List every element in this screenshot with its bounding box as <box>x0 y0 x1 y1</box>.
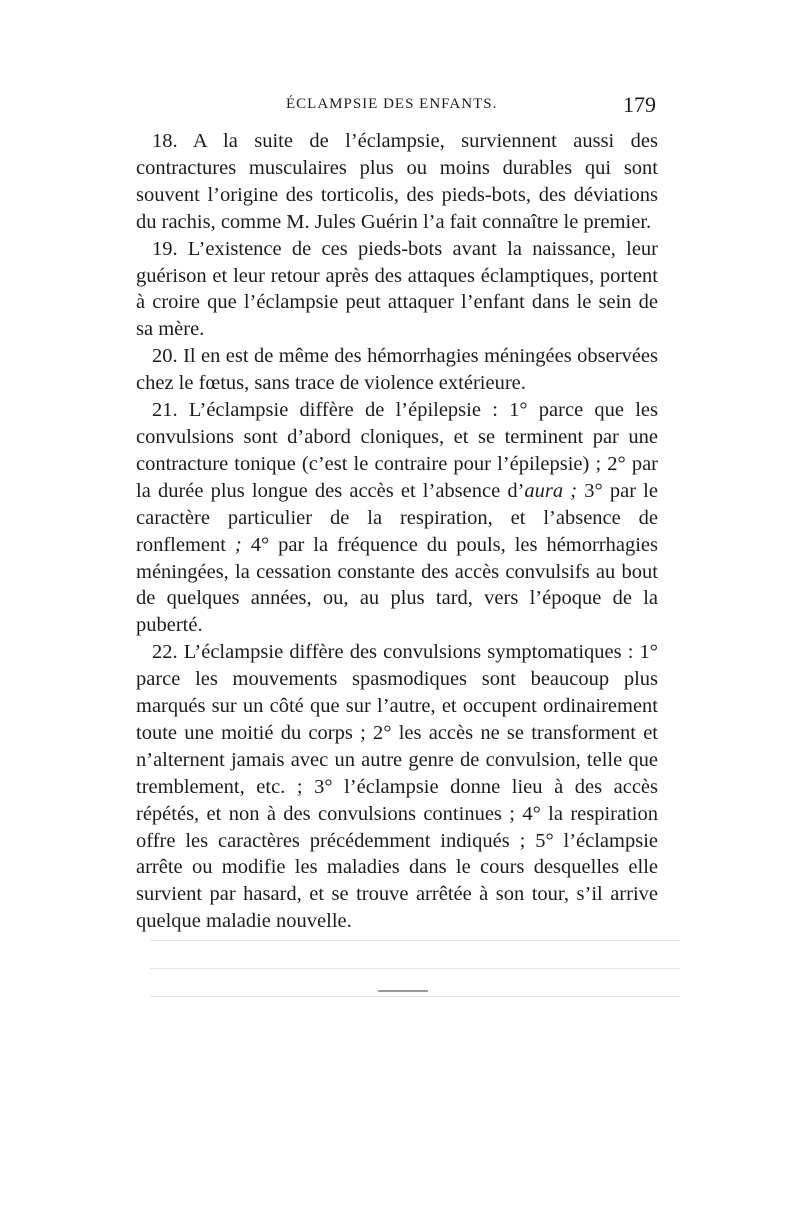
body-text <box>136 128 658 935</box>
bleed-through-line <box>150 968 680 969</box>
paragraph-number: 22. <box>152 641 178 664</box>
paragraph-text: 3° par le caractère particulier de la respiration, et l’absence de ronflement <box>136 479 658 556</box>
page-number: 179 <box>623 92 656 117</box>
bleed-through-rule <box>378 990 428 992</box>
running-title: ÉCLAMPSIE DES ENFANTS. <box>286 96 498 112</box>
paragraph-18 <box>136 128 658 236</box>
paragraph-21 <box>136 397 658 639</box>
paragraph-text: Il en est de même des hémorrhagies méningées observées chez le fœtus, sans trace de violence extérieure. <box>136 345 658 395</box>
paragraph-text: L’existence de ces pieds-bots avant la naissance, leur guérison et leur retour après des attaques éclamptiques, portent à croire que l’éclampsie peut attaquer l’enfant dans le sein de sa mère. <box>136 237 658 341</box>
paragraph-number: 19. <box>152 237 178 260</box>
paragraph-number: 21. <box>152 399 178 422</box>
bleed-through-line <box>150 996 680 997</box>
bleed-through-line <box>150 940 680 941</box>
italic-term: aura ; <box>524 479 578 502</box>
paragraph-number: 20. <box>152 345 178 368</box>
paragraph-20 <box>136 343 658 397</box>
italic-punct: ; <box>225 533 242 556</box>
paragraph-text: L’éclampsie diffère des convulsions symptomatiques : 1° parce les mouvements spasmodiques sont beaucoup plus marqués sur un côté que sur l’autre, et occupent ordinairement toute une moitié du corps ; 2° les accès ne se transforment et n’alternent jamais avec un autre genre de convulsion, telle que tremblement, etc. ; 3° l’éclampsie donne lieu à des accès répétés, et non à des convulsions continues ; 4° la respiration offre les caractères précédemment indiqués ; 5° l’éclampsie arrête ou modifie les maladies dans le cours desquelles elle survient par hasard, et se trouve arrêtée à son tour, s’il arrive quelque maladie nouvelle. <box>136 641 659 933</box>
paragraph-19 <box>136 236 658 344</box>
paragraph-number: 18. <box>152 130 178 152</box>
page-header <box>136 92 656 126</box>
paragraph-text: 4° par la fréquence du pouls, les hémorrhagies méningées, la cessation constante des accès convulsifs au bout de quelques années, ou, au plus tard, vers l’époque de la puberté. <box>136 533 659 637</box>
paragraph-text: L’éclampsie diffère de l’épilepsie : 1° parce que les convulsions sont d’abord cloniques, et se terminent par une contracture tonique (c’est le contraire pour l’épilepsie) ; 2° par la durée plus longue des accès et l’absence d’ <box>136 399 658 502</box>
paragraph-22 <box>136 639 658 935</box>
paragraph-text: A la suite de l’éclampsie, surviennent aussi des contractures musculaires plus ou moins durables qui sont souvent l’origine des torticolis, des pieds-bots, des déviations du rachis, comme M. Jules Guérin l’a fait connaître le premier. <box>136 130 658 233</box>
